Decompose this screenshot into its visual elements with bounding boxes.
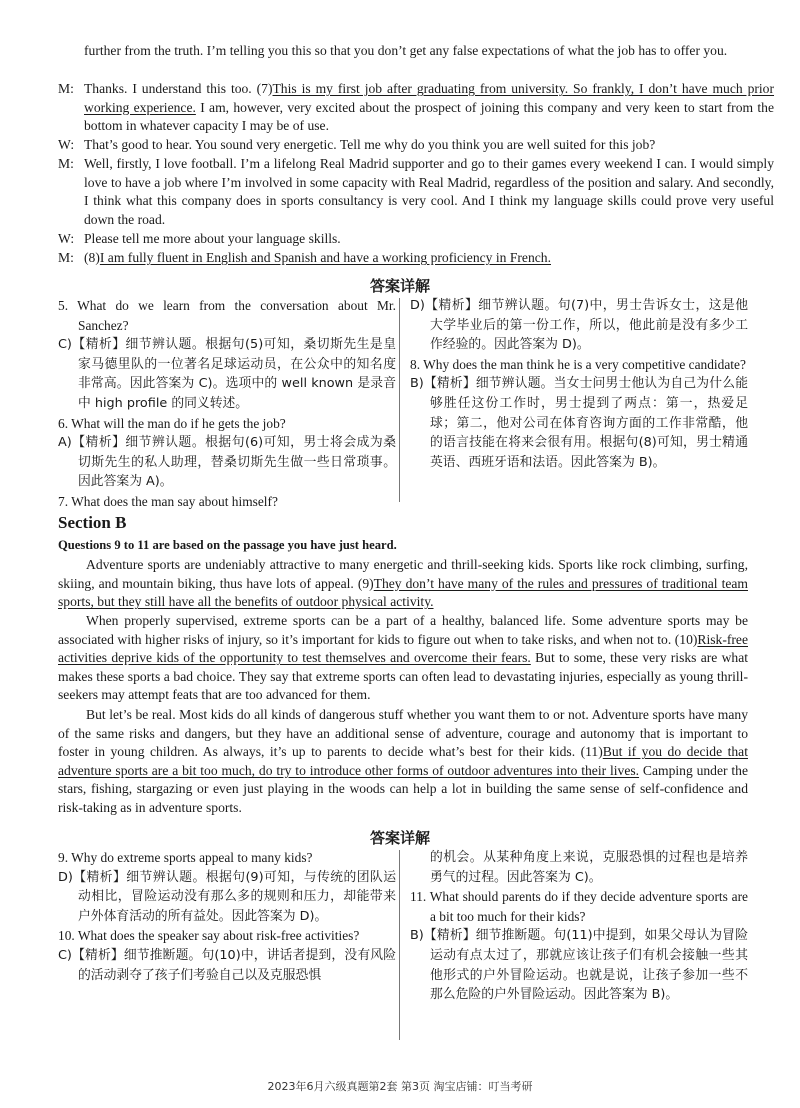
- answer-explanation: B)【精析】细节推断题。句(11)中提到，如果父母认为冒险运动有点太过了，那就应该让孩子们有机会接触一些其他形式的户外冒险运动。也就是说，让孩子参加一些不那么危险的户外冒险运动。因此答案为 B)。: [410, 928, 748, 1003]
- underlined-key-sentence: They don’t have many of the rules and pressures of traditional team sports, but they still have all the benefits of outdoor physical activity.: [58, 575, 748, 610]
- dialogue-text: Thanks. I understand this too. (7): [84, 81, 273, 96]
- answers-left-column: [58, 848, 396, 985]
- passage-text: When properly supervised, extreme sports can be a part of a healthy, balanced life. Some adventure sports may be associated with higher risks of injury, so it’s important for kids to figure out when to take risks, and when not to. (10): [58, 613, 748, 647]
- speaker-label: M:: [58, 156, 74, 171]
- page-footer: 2023年6月六级真题第2套 第3页 淘宝店铺：叮当考研: [267, 1080, 533, 1093]
- dialogue-line: [58, 80, 774, 136]
- dialogue-line: [58, 42, 774, 61]
- dialogue-text: further from the truth. I’m telling you this so that you don’t get any false expectations of what the job has to offer you.: [84, 43, 728, 58]
- answer-explanation: 的机会。从某种角度上来说，克服恐惧的过程也是培养勇气的过程。因此答案为 C)。: [430, 850, 748, 885]
- dialogue-text: That’s good to hear. You sound very energetic. Tell me why do you think you are well suited for this job?: [84, 137, 656, 152]
- question-item: 9. Why do extreme sports appeal to many kids?: [58, 850, 313, 865]
- answers-left-column: [58, 296, 396, 512]
- passage-paragraph: [58, 556, 748, 612]
- questions-note: Questions 9 to 11 are based on the passage you have just heard.: [58, 538, 397, 552]
- answer-explanation: A)【精析】细节辨认题。根据句(6)可知，男士将会成为桑切斯先生的私人助理，替桑切斯先生做一些日常琐事。因此答案为 A)。: [58, 435, 396, 490]
- question-item: 5. What do we learn from the conversation about Mr. Sanchez?: [58, 298, 396, 333]
- speaker-label: M:: [58, 250, 74, 265]
- answer-explanation: B)【精析】细节辨认题。当女士问男士他认为自己为什么能够胜任这份工作时，男士提到了两点：第一，热爱足球；第二，他对公司在体育咨询方面的工作非常酷，他的语言技能在将来会很有用。根据句(8)可知，男士精通英语、西班牙语和法语。因此答案为 B)。: [410, 376, 748, 470]
- underlined-key-sentence: Risk-free activities deprive kids of the opportunity to test themselves and overcome their fears.: [58, 631, 748, 666]
- answer-explanation: D)【精析】细节辨认题。根据句(9)可知，与传统的团队运动相比，冒险运动没有那么多的规则和压力，却能带来户外体育活动的所有益处。因此答案为 D)。: [58, 869, 396, 924]
- dialogue-text: (8): [84, 250, 100, 265]
- passage-text: But let’s be real. Most kids do all kinds of dangerous stuff whether you want them to or not. Adventure sports have many of the same risks and dangers, but they have an additional sense of adventure, courage and autonomy that is important to foster in young children. As always, it’s up to parents to decide what’s best for their kids. (11): [58, 707, 748, 760]
- passage-text: But to some, these very risks are what makes these sports a bad choice. They say that extreme sports can often lead to devastating injuries, especially as young thrill-seekers may attempt feats that are too advanced for them.: [58, 650, 749, 703]
- dialogue-text: Please tell me more about your language skills.: [84, 231, 341, 246]
- dialogue-line: [58, 230, 774, 249]
- passage-paragraph: [58, 706, 748, 818]
- question-item: 7. What does the man say about himself?: [58, 493, 278, 509]
- dialogue-text: Well, firstly, I love football. I’m a lifelong Real Madrid supporter and go to their games every weekend I can. I would simply love to have a job where I’m involved in some capacity with Real Madrid, regardless of the position and salary. And secondly, I think what this company does in sports consultancy is very cool. And I think my language skills could prove very useful down the road.: [84, 156, 774, 227]
- answer-explanation: C)【精析】细节推断题。句(10)中，讲话者提到，没有风险的活动剥夺了孩子们考验自己以及克服恐惧: [58, 947, 396, 983]
- answers-right-column: [410, 848, 748, 1005]
- question-item: 8. Why does the man think he is a very competitive candidate?: [410, 356, 746, 372]
- column-divider: [399, 298, 400, 502]
- dialogue-text: I am, however, very excited about the prospect of joining this company and very keen to start from the bottom in whatever capacity I may be of use.: [84, 99, 774, 134]
- section-title: Section B: [58, 513, 127, 532]
- question-item: 11. What should parents do if they decide adventure sports are a bit too much for their kids?: [410, 889, 748, 924]
- answer-explanation: C)【精析】细节辨认题。根据句(5)可知，桑切斯先生是皇家马德里队的一位著名足球运动员，在公众中的知名度非常高。因此答案为 C)。选项中的 well known 是录音中 high profile 的同义转述。: [58, 337, 396, 411]
- underlined-key-sentence: But if you do decide that adventure sports are a bit too much, do try to introduce other forms of outdoor adventures into their lives.: [58, 744, 748, 778]
- dialogue-line: [58, 249, 774, 268]
- question-item: 6. What will the man do if he gets the job?: [58, 415, 286, 431]
- answers-right-column: [410, 296, 748, 472]
- answer-explanation: D)【精析】细节辨认题。句(7)中，男士告诉女士，这是他大学毕业后的第一份工作，所以，他此前是没有多少工作经验的。因此答案为 D)。: [410, 298, 748, 353]
- column-divider: [399, 850, 400, 1040]
- speaker-label: M:: [58, 81, 74, 96]
- dialogue-line: [58, 136, 774, 155]
- dialogue-line: [58, 155, 774, 229]
- question-item: 10. What does the speaker say about risk-free activities?: [58, 928, 360, 944]
- answers-heading: 答案详解: [369, 829, 430, 847]
- underlined-key-sentence: I am fully fluent in English and Spanish and have a working proficiency in French.: [99, 250, 551, 265]
- speaker-label: W:: [58, 231, 75, 246]
- passage-paragraph: [58, 612, 748, 705]
- answers-heading: 答案详解: [369, 277, 430, 295]
- passage-text: Camping under the stars, fishing, stargazing or even just playing in the woods can help a lot in building the same sense of self-confidence and risk-taking as in adventure sports.: [58, 762, 748, 815]
- speaker-label: W:: [58, 137, 75, 152]
- passage-text: Adventure sports are undeniably attractive to many energetic and thrill-seeking kids. Sports like rock climbing, surfing, skiing, and mountain biking, thus have lots of appeal. (9): [58, 557, 748, 591]
- underlined-key-sentence: This is my first job after graduating from university. So frankly, I don’t have much prior working experience.: [84, 81, 775, 115]
